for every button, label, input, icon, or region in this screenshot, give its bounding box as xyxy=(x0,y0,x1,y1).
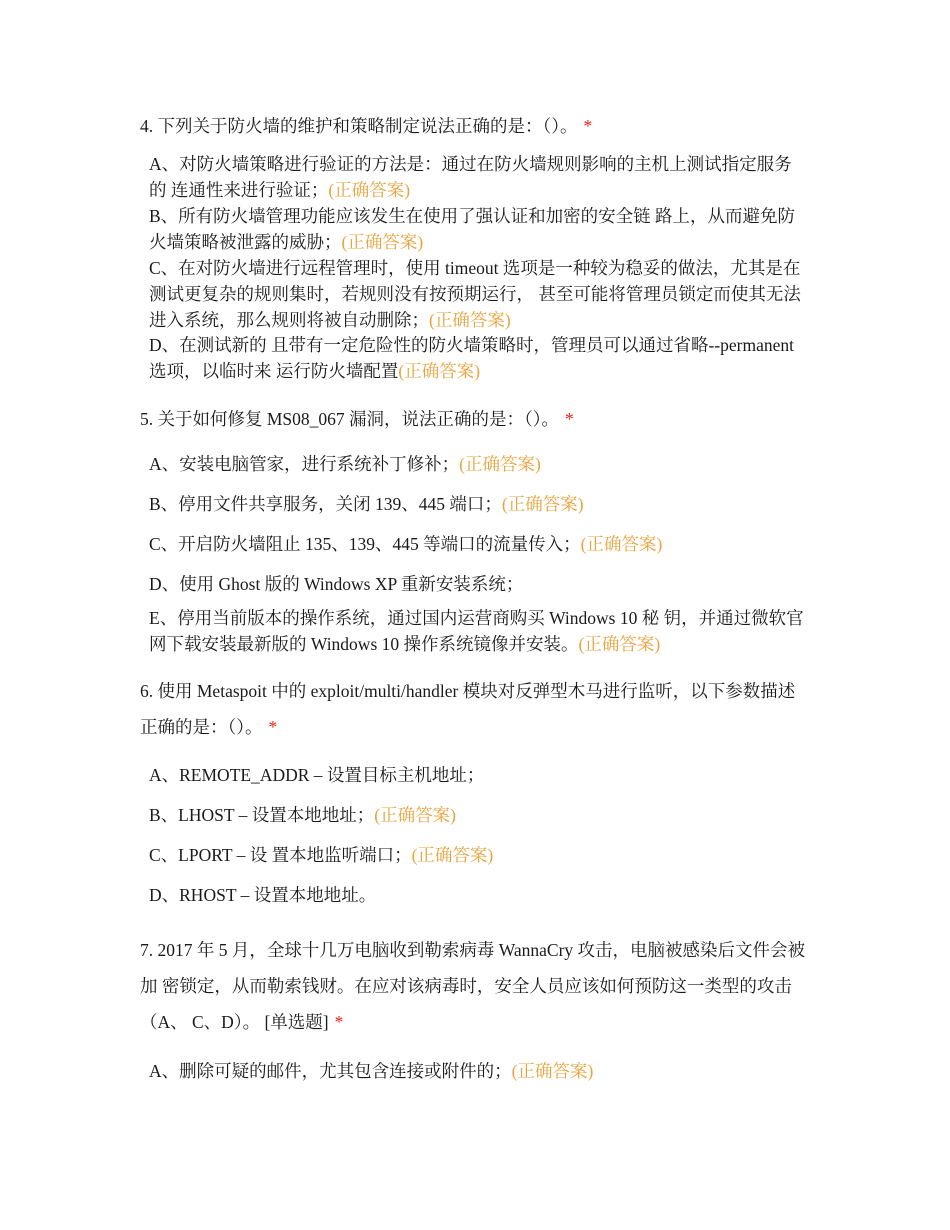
correct-answer-tag: (正确答案) xyxy=(328,180,411,200)
option-6d: D、RHOST – 设置本地地址。 xyxy=(149,885,377,905)
option-5b: B、停用文件共享服务，关闭 139、445 端口；(正确答案) xyxy=(149,494,584,514)
correct-answer-tag: (正确答案) xyxy=(374,805,456,825)
correct-answer-tag: (正确答案) xyxy=(580,534,663,554)
option-7a: A、删除可疑的邮件，尤其包含连接或附件的；(正确答案) xyxy=(149,1061,594,1081)
question-6-title: 6. 使用 Metaspoit 中的 exploit/multi/handler 模块对反弹型木马进行监听，以下参数描述 正确的是：（）。 * xyxy=(140,681,796,737)
option-4a: A、对防火墙策略进行验证的方法是：通过在防火墙规则影响的主机上测试指定服务的 连通性来进行验证；(正确答案) xyxy=(149,154,792,200)
option-5d: D、使用 Ghost 版的 Windows XP 重新安装系统； xyxy=(149,574,524,594)
required-star: * xyxy=(334,1012,344,1032)
option-6a: A、REMOTE_ADDR – 设置目标主机地址； xyxy=(149,765,485,785)
correct-answer-tag: (正确答案) xyxy=(398,361,481,381)
option-5a: A、安装电脑管家，进行系统补丁修补；(正确答案) xyxy=(149,454,541,474)
required-star: * xyxy=(268,717,278,737)
question-7-title: 7. 2017 年 5 月，全球十几万电脑收到勒索病毒 WannaCry 攻击，电脑被感染后文件会被加 密锁定，从而勒索钱财。在应对该病毒时，安全人员应该如何预防这一类型的攻击（A、 C、D）。 [单选题] * xyxy=(140,940,806,1032)
option-4c: C、在对防火墙进行远程管理时，使用 timeout 选项是一种较为稳妥的做法，尤其是在测试更复杂的规则集时，若规则没有按预期运行， 甚至可能将管理员锁定而使其无法进入系统，那么规则将被自动删除；(正确答案) xyxy=(149,258,801,330)
option-4b: B、所有防火墙管理功能应该发生在使用了强认证和加密的安全链 路上，从而避免防火墙策略被泄露的威胁；(正确答案) xyxy=(149,206,796,252)
question-5-title: 5. 关于如何修复 MS08_067 漏洞，说法正确的是：（）。 * xyxy=(140,409,574,429)
option-5c: C、开启防火墙阻止 135、139、445 等端口的流量传入；(正确答案) xyxy=(149,534,663,554)
option-5e: E、停用当前版本的操作系统，通过国内运营商购买 Windows 10 秘 钥，并通过微软官网下载安装最新版的 Windows 10 操作系统镜像并安装。(正确答案) xyxy=(149,608,804,654)
correct-answer-tag: (正确答案) xyxy=(411,845,494,865)
required-star: * xyxy=(583,116,593,136)
correct-answer-tag: (正确答案) xyxy=(578,634,661,654)
option-4d: D、在测试新的 且带有一定危险性的防火墙策略时，管理员可以通过省略--permanent 选项，以临时来 运行防火墙配置(正确答案) xyxy=(149,335,795,381)
option-6c: C、LPORT – 设 置本地监听端口；(正确答案) xyxy=(149,845,494,865)
question-4-title: 4. 下列关于防火墙的维护和策略制定说法正确的是：（）。 * xyxy=(140,116,593,136)
option-6b: B、LHOST – 设置本地地址；(正确答案) xyxy=(149,805,456,825)
correct-answer-tag: (正确答案) xyxy=(511,1061,594,1081)
required-star: * xyxy=(565,409,574,429)
correct-answer-tag: (正确答案) xyxy=(341,232,424,252)
correct-answer-tag: (正确答案) xyxy=(459,454,541,474)
correct-answer-tag: (正确答案) xyxy=(429,310,511,330)
correct-answer-tag: (正确答案) xyxy=(501,494,584,514)
